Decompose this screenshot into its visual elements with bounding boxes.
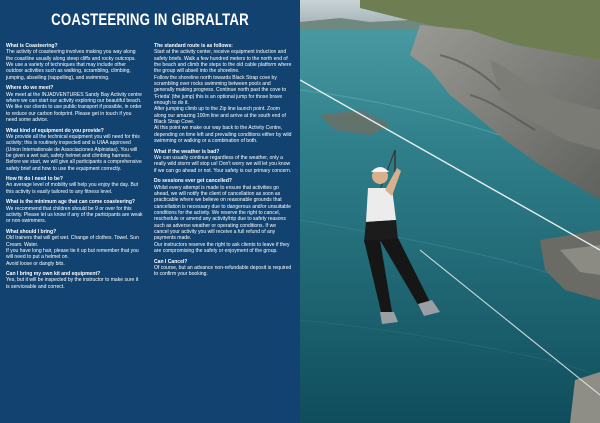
faq-question: Can I Cancel? — [154, 258, 188, 265]
right-column — [154, 43, 292, 282]
faq-question: The standard route is as follows: — [154, 43, 233, 49]
faq-question: What is Coasteering? — [6, 43, 58, 49]
faq-answer: Of course, but an advance non-refundable deposit is required to confirm your booking. — [154, 264, 292, 278]
faq-answer: We meet at the INJADVENTURES Sandy Bay Activity centre where we can start our activity exploring our beautiful beach. We like our clients to use public transport if possible, in order to reduce our carbon footprint. Please get in touch if you need some advice. — [6, 91, 142, 123]
faq-answer: Yes, but it will be inspected by the instructor to make sure it is serviceable and correct. — [6, 277, 139, 290]
faq-question: What kind of equipment do you provide? — [6, 127, 104, 134]
faq-question: Do sessions ever get cancelled? — [154, 178, 232, 185]
faq-answer: We can usually continue regardless of the weather, only a really wild storm will stop us! Don't worry we will let you know if we can go ahead or not. Your safety is our primary concern. — [154, 155, 292, 174]
faq-answer: Old trainers that will get wet. Change of clothes. Towel. Sun Cream. Water. If you have long hair, please tie it up but remember that you will need to put a helmet on. Avoid loose or dangly bits. — [6, 235, 139, 267]
faq-question: Can I bring my own kit and equipment? — [6, 271, 101, 278]
zipline-photo — [300, 0, 600, 423]
faq-question: What should I bring? — [6, 228, 57, 235]
faq-answer: Start at the activity center, receive equipment induction and safety briefs. Walk a few hundred meters to the north end of the beach and climb the steps to the old cable platform where the group will abseil into the shoreline. Follow the shoreline north towards Black Strap cove by scrambling over rocks swimming between pools and generally making progress. Continue north past the cove to 'Frieda' (the jump) this is an optional jump for those brave enough to do it. After jumping climb up to the Zip line launch point. Zoom along our amazing 100m line and arrive at the south end of Black Strap Cove. At this point we make our way back to the Activity Centre, depending on time left and prevailing conditions either by wild swimming or walking or a combination of both. — [154, 49, 292, 145]
faq-question: What is the minimum age that can come coasteering? — [6, 199, 136, 206]
faq-answer: Whilst every attempt is made to ensure that activities go ahead, we will notify the client of cancellation as soon as practicable where we believe on reasonable grounds that cancellation is necessary due to dangerous and/or unsuitable conditions for the activity. We reserve the right to cancel, reschedule or amend any activity/trip due to safety reasons such as adverse weather or operating conditions. If we cancel your activity you will receive a full refund of any payments made. Our instructors reserve the right to ask clients to leave if they are compromising the safety or enjoyment of the group. — [154, 184, 291, 255]
faq-question: What if the weather is bad? — [154, 148, 220, 155]
left-column — [6, 43, 143, 294]
faq-answer: An average level of mobility will help you enjoy the day. But this activity is easily tailored to any fitness level. — [6, 182, 139, 195]
faq-answer: The activity of coasteering involves making you way along the coastline usually along steep cliffs and rocky outcrops. We use a variety of techniques that may include other outdoor activities such as walking, scrambling, climbing, jumping, abseiling (rappelling), and swimming. — [6, 49, 136, 81]
faq-question: Where do we meet? — [6, 85, 54, 92]
faq-answer: We recommend that children should be 9 or over for this activity. Please let us know if any of the participants are weak or non-swimmers. — [6, 205, 143, 225]
faq-question: How fit do I need to be? — [6, 176, 63, 183]
faq-answer: We provide all the technical equipment you will need for this activity; this is routinely inspected and is UIAA approved (Union Internationale de Associaciones Alpinistas). You will be given a wet suit, safety helmet and climbing harness. Before we start, we will give all participants a comprehensive safety brief and how to use the equipment correctly. — [6, 133, 142, 172]
page-title: COASTEERING IN GIBRALTAR — [51, 10, 249, 29]
